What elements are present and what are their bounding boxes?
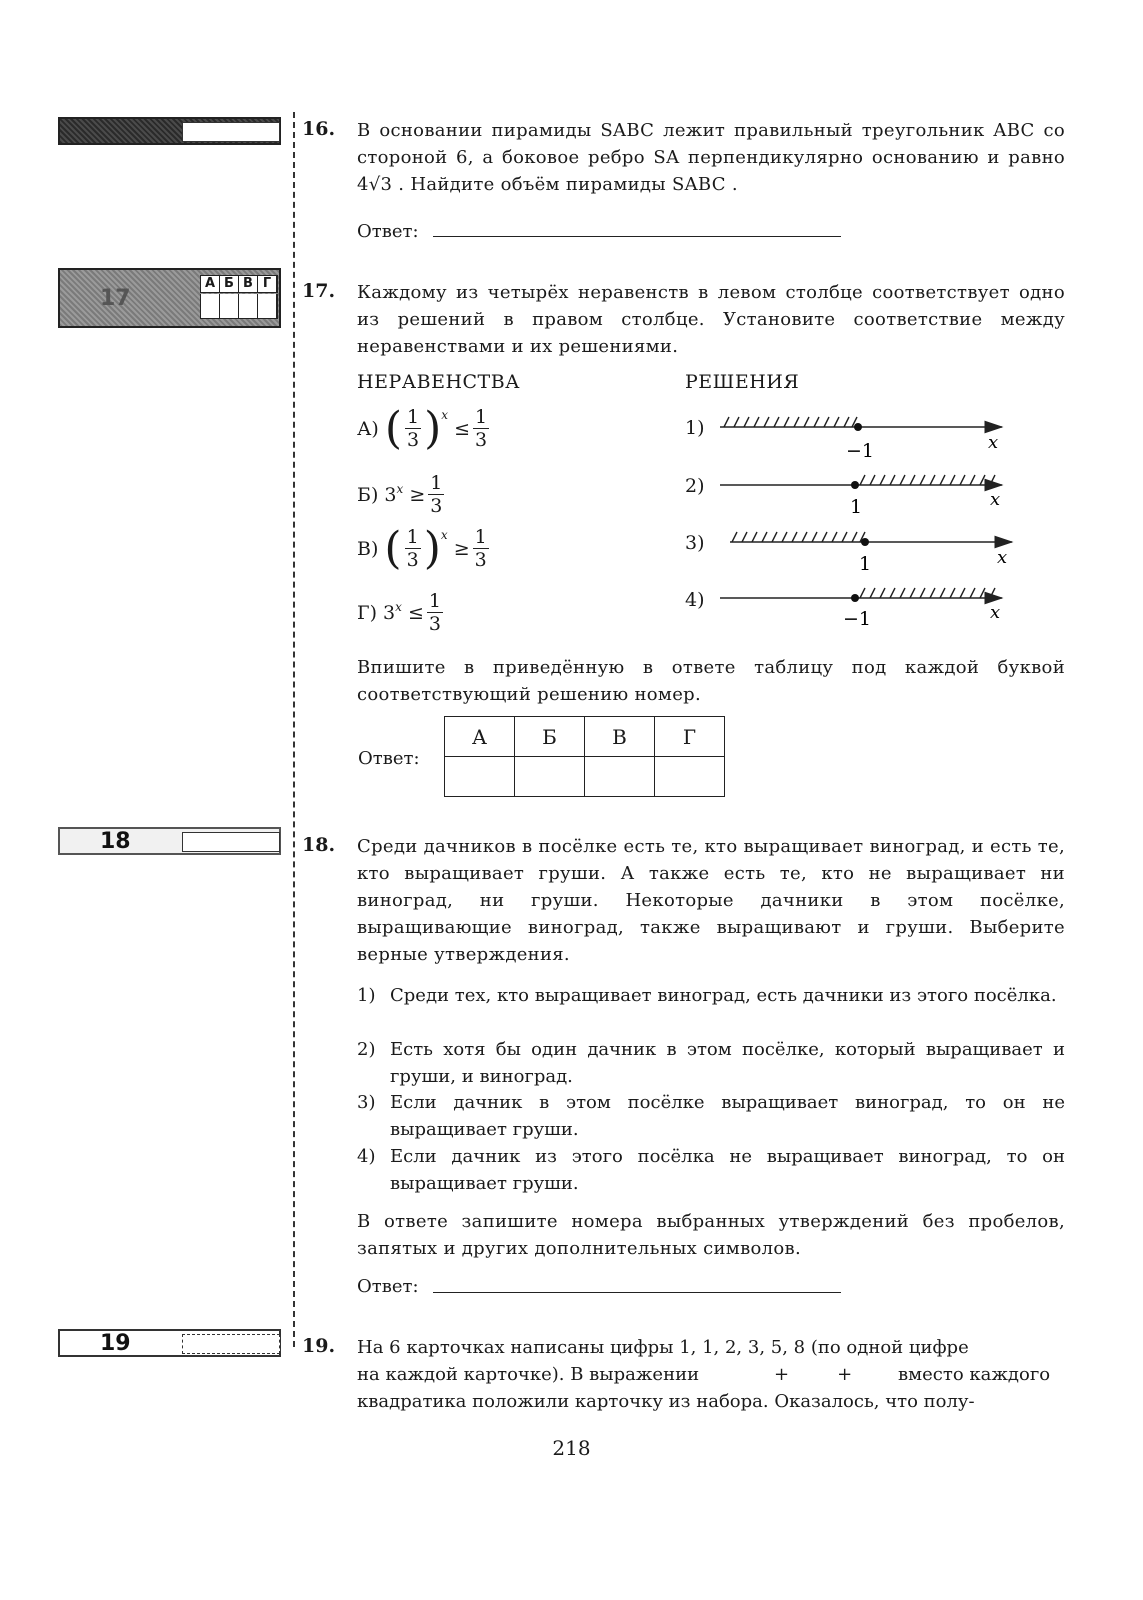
q18-option-1: 1) Среди тех, кто выращивает виноград, есть дачники из этого посёлка.: [357, 985, 1057, 1006]
number-line-2-axis: x: [990, 489, 1001, 510]
task-17-marker-number: 17: [100, 286, 131, 311]
q17-instruction: Впишите в приведённую в ответе таблицу под каждой буквой соответствующий решению номер.: [357, 657, 1065, 705]
inequality-label: Б): [357, 483, 379, 506]
inequality-label: В): [357, 537, 379, 560]
solution-2-label: 2): [685, 475, 705, 497]
number-line-2-point: 1: [850, 496, 863, 518]
q18-number: 18.: [302, 834, 336, 856]
plus-sign: +: [774, 1364, 790, 1385]
q17-answer-label: Ответ:: [358, 748, 420, 769]
task-19-marker-number: 19: [100, 1331, 131, 1356]
q16-text: В основании пирамиды SABC лежит правильный треугольник ABC со стороной 6, а боковое ребро SA перпендикулярно основанию и равно 4√3 . Найдите объём пирамиды SABC .: [357, 120, 1065, 195]
number-line-4: [720, 588, 1002, 630]
inequality-b: Б) 3 $^x$ ≥ $\frac{1}{3}$: [357, 472, 443, 517]
answer-cell-a[interactable]: [445, 757, 515, 797]
q18-answer-line[interactable]: [433, 1292, 841, 1293]
inequality-a: А) ( $\frac{1}{3}$ ) $^x$ ≤ $\frac{1}{3}$: [357, 402, 488, 454]
marker-letter: А: [201, 276, 220, 292]
number-line-2: [720, 475, 1002, 518]
answer-cell-b[interactable]: [515, 757, 585, 797]
answer-cell-v[interactable]: [585, 757, 655, 797]
q19-line-2b: вместо каждого: [898, 1364, 1051, 1385]
empty-square: [754, 1368, 768, 1382]
inequalities-heading: НЕРАВЕНСТВА: [357, 371, 521, 393]
answer-cell-g[interactable]: [655, 757, 725, 797]
answer-table-header: В: [585, 717, 655, 757]
q19-line-2a: на каждой карточке). В выражении: [357, 1364, 700, 1385]
empty-square: [858, 1368, 894, 1382]
q18-option-4: 4) Если дачник из этого посёлка не выращивает виноград, то он выращивает груши.: [357, 1146, 1065, 1194]
number-line-4-point: −1: [843, 608, 872, 630]
number-line-3-point: 1: [859, 553, 872, 575]
inequality-g: Г) 3 $^x$ ≤ $\frac{1}{3}$: [357, 590, 441, 635]
number-line-3: [730, 532, 1012, 575]
q16-answer-line[interactable]: [433, 236, 841, 237]
cut-line: [293, 112, 295, 1347]
empty-square: [795, 1368, 831, 1382]
q19-line-1: На 6 карточках написаны цифры 1, 1, 2, 3, 5, 8 (по одной цифре: [357, 1337, 969, 1358]
task-17-marker: [58, 268, 281, 328]
q16-number: 16.: [302, 118, 336, 140]
inequality-label: А): [357, 417, 379, 440]
q17-answer-table: [444, 716, 725, 797]
number-line-1-point: −1: [846, 440, 875, 462]
plus-sign: +: [837, 1364, 853, 1385]
q18-answer-label: Ответ:: [357, 1276, 419, 1297]
task-19-marker: [58, 1329, 281, 1357]
task-19-answer-box: [182, 1334, 280, 1354]
answer-table-header: Г: [655, 717, 725, 757]
task-16-answer-box: [182, 122, 280, 142]
answer-table-header: А: [445, 717, 515, 757]
number-line-3-axis: x: [997, 547, 1008, 568]
solution-3-label: 3): [685, 532, 705, 554]
q18-text: Среди дачников в посёлке есть те, кто выращивает виноград, и есть те, кто выращивает груши. А также есть те, кто не выращивает ни виноград, ни груши. Некоторые дачники в этом посёлке, выращивающие виноград, также выращивают и груши. Выберите верные утверждения.: [357, 836, 1065, 965]
solution-4-label: 4): [685, 589, 705, 611]
q18-instruction: В ответе запишите номера выбранных утверждений без пробелов, запятых и других дополнительных символов.: [357, 1211, 1065, 1259]
q18-option-2: 2) Есть хотя бы один дачник в этом посёлке, который выращивает и груши, и виноград.: [357, 1039, 1065, 1087]
task-17-marker-letters: [200, 275, 278, 293]
solutions-heading: РЕШЕНИЯ: [685, 371, 800, 393]
marker-letter: В: [239, 276, 258, 292]
q19-line-3: квадратика положили карточку из набора. Оказалось, что полу-: [357, 1391, 975, 1412]
number-line-4-axis: x: [990, 602, 1001, 623]
task-18-marker: [58, 827, 281, 855]
task-16-marker: [58, 117, 281, 145]
marker-letter: Г: [258, 276, 277, 292]
q17-number: 17.: [302, 280, 336, 302]
q19-expression: [754, 1361, 894, 1388]
number-line-1-axis: x: [988, 432, 999, 453]
solution-1-label: 1): [685, 417, 705, 439]
page-number: 218: [552, 1436, 591, 1460]
inequality-label: Г): [357, 601, 377, 624]
task-18-marker-number: 18: [100, 829, 131, 854]
task-17-marker-cells: [200, 294, 278, 319]
marker-letter: Б: [220, 276, 239, 292]
q19-number: 19.: [302, 1335, 336, 1357]
q17-text: Каждому из четырёх неравенств в левом столбце соответствует одно из решений в правом столбце. Установите соответствие между неравенствами и их решениями.: [357, 282, 1065, 357]
inequality-v: В) ( $\frac{1}{3}$ ) $^x$ ≥ $\frac{1}{3}$: [357, 522, 487, 574]
q18-option-3: 3) Если дачник в этом посёлке выращивает виноград, то он не выращивает груши.: [357, 1092, 1065, 1140]
number-line-1: [720, 417, 1002, 462]
q16-answer-label: Ответ:: [357, 221, 419, 242]
number-lines: [710, 405, 1040, 635]
answer-table-header: Б: [515, 717, 585, 757]
task-18-answer-box: [182, 832, 280, 852]
